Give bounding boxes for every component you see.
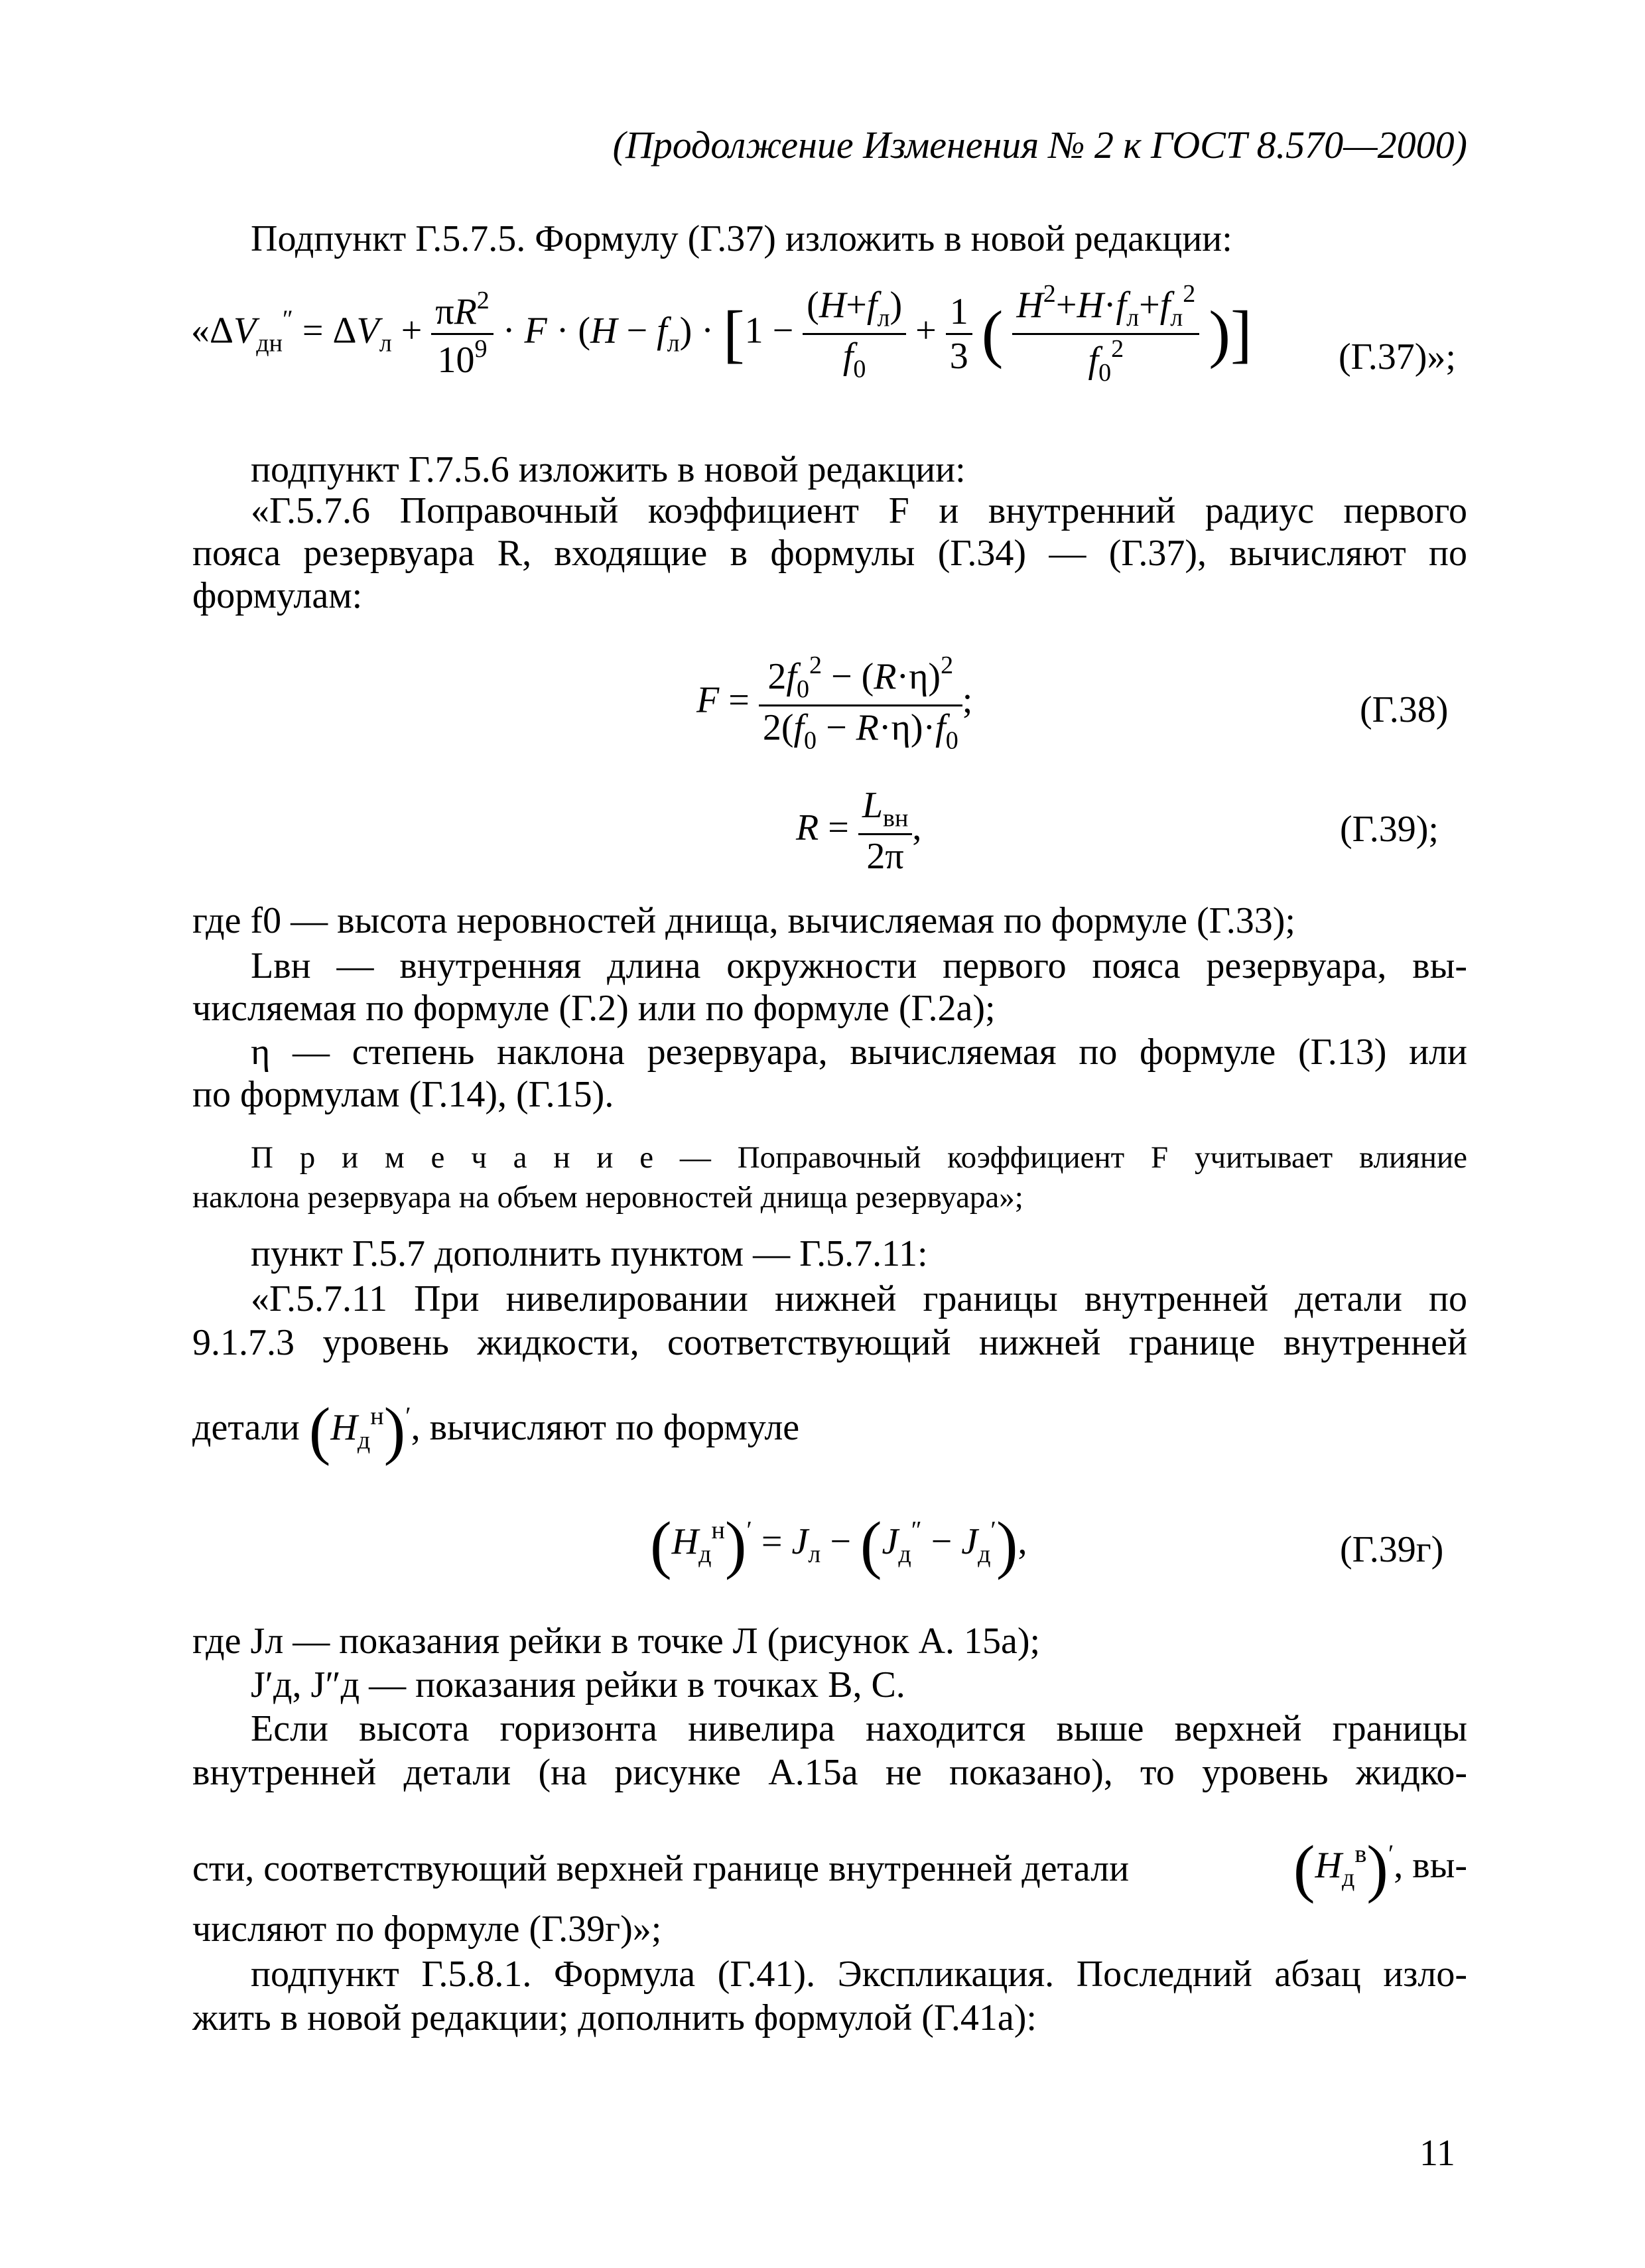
paragraph-subclause-g575: Подпункт Г.5.7.5. Формулу (Г.37) изложить в новой редакции: [251, 218, 1232, 259]
paragraph-g576-line-2: пояса резервуара R, входящие в формулы (Г.34) — (Г.37), вычисляют по [192, 533, 1467, 574]
paragraph-g5711-tail-before: детали [192, 1406, 300, 1448]
paragraph-upper-bound-line-2: внутренней детали (на рисунке А.15а не показано), то уровень жидко- [192, 1752, 1467, 1793]
equation-number-g38: (Г.38) [1360, 689, 1449, 730]
symbol-h-d-v-prime: $(H_д^в)'$, вы- [1293, 1833, 1467, 1904]
page-header: (Продолжение Изменения № 2 к ГОСТ 8.570—2000) [612, 123, 1467, 167]
paragraph-g576-line-3: формулам: [192, 575, 363, 616]
paragraph-g5711-tail-after: , вычисляют по формуле [411, 1406, 800, 1448]
where-jd: J′д, J″д — показания рейки в точках В, С. [251, 1664, 905, 1705]
where-lvn-line-1: Lвн — внутренняя длина окружности первого пояса резервуара, вы- [251, 945, 1467, 986]
equation-number-g37: (Г.37)»; [1339, 336, 1456, 377]
paragraph-clause-g57: пункт Г.5.7 дополнить пунктом — Г.5.7.11: [251, 1233, 928, 1274]
equation-number-g39g: (Г.39г) [1340, 1529, 1444, 1570]
symbol-h-d-n-prime: $(H_д^н)'$ [308, 1395, 411, 1467]
equation-number-g39: (Г.39); [1340, 809, 1439, 850]
formula-g38: F = $\frac{2f_0^2 - (R\cdot\eta)^2}{2(f_0 - R\cdot\eta)\cdot f_0}$ ; [696, 651, 973, 755]
note-line-2: наклона резервуара на объем неровностей днища резервуара»; [192, 1180, 1023, 1215]
page-number: 11 [1419, 2133, 1455, 2174]
paragraph-upper-bound-line-4: числяют по формуле (Г.39г)»; [192, 1908, 662, 1950]
where-eta-line-2: по формулам (Г.14), (Г.15). [192, 1074, 614, 1115]
paragraph-g5711-line-2: 9.1.7.3 уровень жидкости, соответствующий нижней границе внутренней [192, 1322, 1467, 1363]
where-jl: где Jл — показания рейки в точке Л (рисунок А. 15а); [192, 1621, 1041, 1662]
paragraph-upper-bound-mid-after: , вы- [1394, 1844, 1467, 1886]
paragraph-upper-bound-line-1: Если высота горизонта нивелира находится выше верхней границы [251, 1708, 1467, 1749]
paragraph-g581-line-2: жить в новой редакции; дополнить формулой (Г.41а): [192, 1997, 1037, 2038]
where-lvn-line-2: числяемая по формуле (Г.2) или по формуле (Г.2а); [192, 988, 996, 1029]
formula-g39g: $(H_д^н)' = J_л - (J_д'' - J_д')$, [650, 1509, 1027, 1581]
paragraph-g576-line-1: «Г.5.7.6 Поправочный коэффициент F и внутренний радиус первого [251, 490, 1467, 531]
paragraph-upper-bound-line-3 [192, 1833, 1467, 1904]
paragraph-subclause-g756: подпункт Г.7.5.6 изложить в новой редакции: [251, 449, 966, 490]
paragraph-g5711-line-3 [192, 1395, 800, 1467]
note-line-1: П р и м е ч а н и е — Поправочный коэффициент F учитывает влияние [251, 1140, 1467, 1175]
paragraph-g581-line-1: подпункт Г.5.8.1. Формула (Г.41). Экспликация. Последний абзац изло- [251, 1954, 1467, 1995]
formula-g37: «$\Delta V_{дн}'' = \Delta V_л$ + $\frac{\pi R^2}{10^9}$ · $F \cdot (H - f_л) \cdot [1$ − $\frac{(H+f_л)}{f_0}$ + $\frac{1}{3}$ ( $\frac{H^2+H\cdot f_л+f_л^2}{f_0^2}$ )] [191, 280, 1252, 387]
where-f0: где f0 — высота неровностей днища, вычисляемая по формуле (Г.33); [192, 900, 1295, 941]
where-eta-line-1: η — степень наклона резервуара, вычисляемая по формуле (Г.13) или [251, 1032, 1467, 1073]
paragraph-upper-bound-mid-before: сти, соответствующий верхней границе внутренней детали [192, 1848, 1130, 1889]
formula-g39: R = $\frac{L_{вн}}{2\pi}$ , [796, 785, 922, 878]
paragraph-g5711-line-1: «Г.5.7.11 При нивелировании нижней границы внутренней детали по [251, 1278, 1467, 1319]
